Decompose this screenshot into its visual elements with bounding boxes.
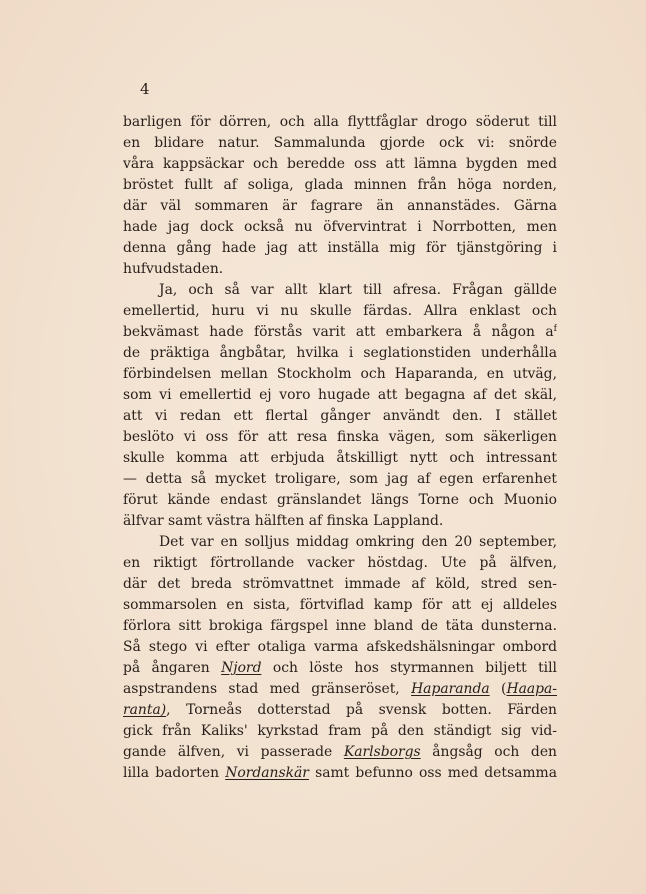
page-number: 4 <box>140 80 150 98</box>
italic-text <box>344 744 421 760</box>
text-line: en riktigt förtrollande vacker höstdag. Ute på älfven, <box>123 555 557 571</box>
text-line: hufvudstaden. <box>123 261 224 277</box>
text-line: förbindelsen mellan Stockholm och Haparanda, en utväg, <box>123 366 557 382</box>
text-line: denna gång hade jag att inställa mig för tjänstgöring i <box>123 240 557 256</box>
text-segment: och löste hos styrmannen biljett till <box>261 660 557 676</box>
italic-text <box>506 681 557 697</box>
text-line: älfvar samt västra hälften af finska Lappland. <box>123 513 444 529</box>
text-line: hade jag dock också nu öfvervintrat i Norrbotten, men <box>123 219 557 235</box>
text-line: beslöto vi oss för att resa finska vägen, som säkerligen <box>123 429 557 445</box>
text-line: där väl sommaren är fagrare än annanstädes. Gärna <box>123 198 557 214</box>
text-line: bröstet fullt af soliga, glada minnen från höga norden, <box>123 177 557 193</box>
text-segment: på ångaren <box>123 660 222 676</box>
text-line: förlora sitt brokiga färgspel inne bland de täta dunsterna. <box>123 618 557 634</box>
text-line <box>123 742 557 763</box>
text-line: emellertid, huru vi nu skulle färdas. Allra enklast och <box>123 303 557 319</box>
text-line: gick från Kaliks' kyrkstad fram på den ständigt sig vid- <box>123 723 557 739</box>
text-segment: samt befunno oss med detsamma <box>308 765 557 781</box>
text-line <box>123 700 557 721</box>
italic-text <box>225 765 309 781</box>
text-line: barligen för dörren, och alla flyttfåglar drogo söderut till <box>123 114 557 130</box>
text-segment: gande älfven, vi passerade <box>123 744 344 760</box>
text-line: att vi redan ett flertal gånger användt den. I stället <box>123 408 557 424</box>
text-segment: , Torneås dotterstad på svensk botten. Färden <box>166 702 557 718</box>
text-line: Det var en solljus middag omkring den 20 september, <box>159 534 557 550</box>
text-line: där det breda strömvattnet immade af köld, stred sen- <box>123 576 557 592</box>
emphasized-text: Njord <box>221 660 262 676</box>
text-segment: ångsåg och den <box>420 744 557 760</box>
italic-text <box>221 660 261 676</box>
text-segment: bekvämast hade förstås varit att embarkera å någon a <box>123 324 554 340</box>
italic-text <box>123 702 166 718</box>
emphasized-text: Karlsborgs <box>343 744 421 760</box>
text-segment: lilla badorten <box>123 765 226 781</box>
text-line: en blidare natur. Sammalunda gjorde ock vi: snörde <box>123 135 557 151</box>
text-line: förut kände endast gränslandet längs Torne och Muonio <box>123 492 557 508</box>
italic-text <box>411 681 490 697</box>
text-line <box>123 763 557 784</box>
text-line: våra kappsäckar och beredde oss att lämna bygden med <box>123 156 557 172</box>
text-line: skulle komma att erbjuda åtskilligt nytt och intressant <box>123 450 557 466</box>
text-segment: ( <box>489 681 507 697</box>
text-line <box>123 679 557 700</box>
text-line: de präktiga ångbåtar, hvilka i seglationstiden underhålla <box>123 345 557 361</box>
text-line <box>123 322 557 343</box>
text-line: sommarsolen en sista, förtviflad kamp för att ej alldeles <box>123 597 557 613</box>
text-line: Så stego vi efter otaliga varma afskedshälsningar ombord <box>123 639 557 655</box>
text-line: som vi emellertid ej voro hugade att begagna af det skäl, <box>123 387 557 403</box>
superscript: f <box>553 324 557 334</box>
emphasized-text: ranta) <box>123 702 167 718</box>
text-segment: aspstrandens stad med gränseröset, <box>123 681 412 697</box>
text-line <box>123 658 557 679</box>
emphasized-text: Nordanskär <box>225 765 309 781</box>
text-line: Ja, och så var allt klart till afresa. Frågan gällde <box>159 282 557 298</box>
emphasized-text: Haparanda <box>411 681 490 697</box>
emphasized-text: Haapa- <box>506 681 557 697</box>
body-text <box>123 112 557 784</box>
text-line: — detta så mycket troligare, som jag af egen erfarenhet <box>123 471 557 487</box>
